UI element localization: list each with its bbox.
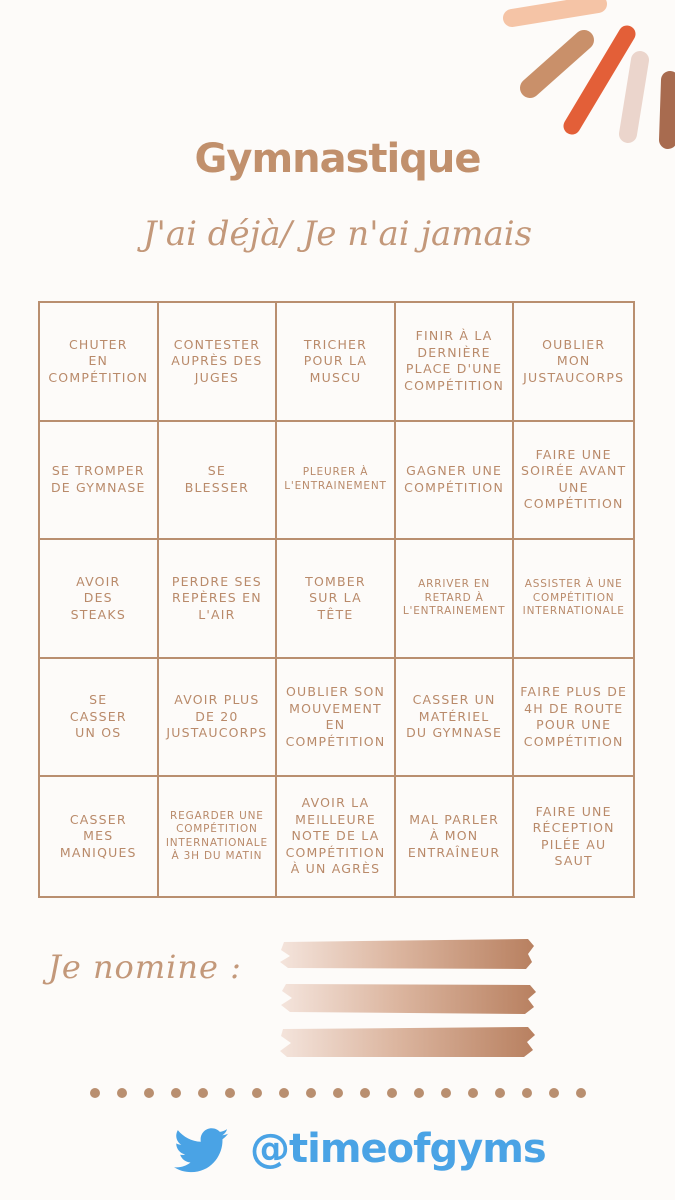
bingo-cell[interactable]: REGARDER UNE COMPÉTITION INTERNATIONALE À 3H DU MATIN — [159, 777, 278, 896]
divider-dot — [252, 1088, 262, 1098]
divider-dot — [306, 1088, 316, 1098]
bingo-cell[interactable]: ASSISTER À UNE COMPÉTITION INTERNATIONALE — [514, 540, 633, 659]
divider-dot — [522, 1088, 532, 1098]
page-title: Gymnastique — [194, 136, 481, 182]
bingo-cell[interactable]: FINIR À LA DERNIÈRE PLACE D'UNE COMPÉTITION — [396, 303, 515, 422]
bingo-cell[interactable]: MAL PARLER À MON ENTRAÎNEUR — [396, 777, 515, 896]
bingo-grid — [38, 301, 635, 898]
divider-dot — [441, 1088, 451, 1098]
divider-dot — [576, 1088, 586, 1098]
divider-dot — [387, 1088, 397, 1098]
bingo-cell[interactable]: AVOIR PLUS DE 20 JUSTAUCORPS — [159, 659, 278, 778]
twitter-bird-icon — [174, 1128, 230, 1174]
bingo-cell[interactable]: FAIRE PLUS DE 4H DE ROUTE POUR UNE COMPÉTITION — [514, 659, 633, 778]
bingo-cell[interactable]: OUBLIER MON JUSTAUCORPS — [514, 303, 633, 422]
divider-dot — [198, 1088, 208, 1098]
nominee-line-1 — [278, 936, 538, 972]
divider-dot — [225, 1088, 235, 1098]
bingo-cell[interactable]: CHUTER EN COMPÉTITION — [40, 303, 159, 422]
bingo-cell[interactable]: FAIRE UNE SOIRÉE AVANT UNE COMPÉTITION — [514, 422, 633, 541]
divider-dot — [333, 1088, 343, 1098]
divider-dot — [360, 1088, 370, 1098]
bingo-cell[interactable]: SE CASSER UN OS — [40, 659, 159, 778]
divider-dot — [549, 1088, 559, 1098]
bingo-cell[interactable]: PERDRE SES REPÈRES EN L'AIR — [159, 540, 278, 659]
bingo-cell[interactable]: SE BLESSER — [159, 422, 278, 541]
nominee-line-2 — [278, 980, 538, 1016]
divider-dot — [414, 1088, 424, 1098]
bingo-cell[interactable]: GAGNER UNE COMPÉTITION — [396, 422, 515, 541]
divider-dot — [279, 1088, 289, 1098]
bingo-cell[interactable]: FAIRE UNE RÉCEPTION PILÉE AU SAUT — [532, 803, 615, 869]
bingo-cell[interactable]: AVOIR LA MEILLEURE NOTE DE LA COMPÉTITION À UN AGRÈS — [277, 777, 396, 896]
bingo-cell[interactable]: CASSER MES MANIQUES — [40, 777, 159, 896]
divider-dot — [144, 1088, 154, 1098]
divider-dot — [495, 1088, 505, 1098]
divider-dot — [468, 1088, 478, 1098]
bingo-cell[interactable]: ARRIVER EN RETARD À L'ENTRAINEMENT — [396, 540, 515, 659]
bingo-cell[interactable]: AVOIR DES STEAKS — [40, 540, 159, 659]
bingo-cell[interactable]: TOMBER SUR LA TÊTE — [277, 540, 396, 659]
dotted-divider — [88, 1086, 588, 1100]
bingo-cell[interactable]: TRICHER POUR LA MUSCU — [277, 303, 396, 422]
bingo-cell[interactable]: SE TROMPER DE GYMNASE — [40, 422, 159, 541]
divider-dot — [171, 1088, 181, 1098]
bingo-cell[interactable]: OUBLIER SON MOUVEMENT EN COMPÉTITION — [277, 659, 396, 778]
bingo-cell[interactable]: CONTESTER AUPRÈS DES JUGES — [159, 303, 278, 422]
bingo-cell[interactable]: PLEURER À L'ENTRAINEMENT — [277, 422, 396, 541]
nominee-line-3 — [278, 1024, 538, 1060]
bingo-cell[interactable]: CASSER UN MATÉRIEL DU GYMNASE — [396, 659, 515, 778]
nominate-label: Je nomine : — [48, 948, 242, 986]
page-subtitle: J'ai déjà/ Je n'ai jamais — [142, 214, 533, 254]
divider-dot — [117, 1088, 127, 1098]
divider-dot — [90, 1088, 100, 1098]
twitter-handle[interactable]: @timeofgyms — [250, 1126, 546, 1172]
